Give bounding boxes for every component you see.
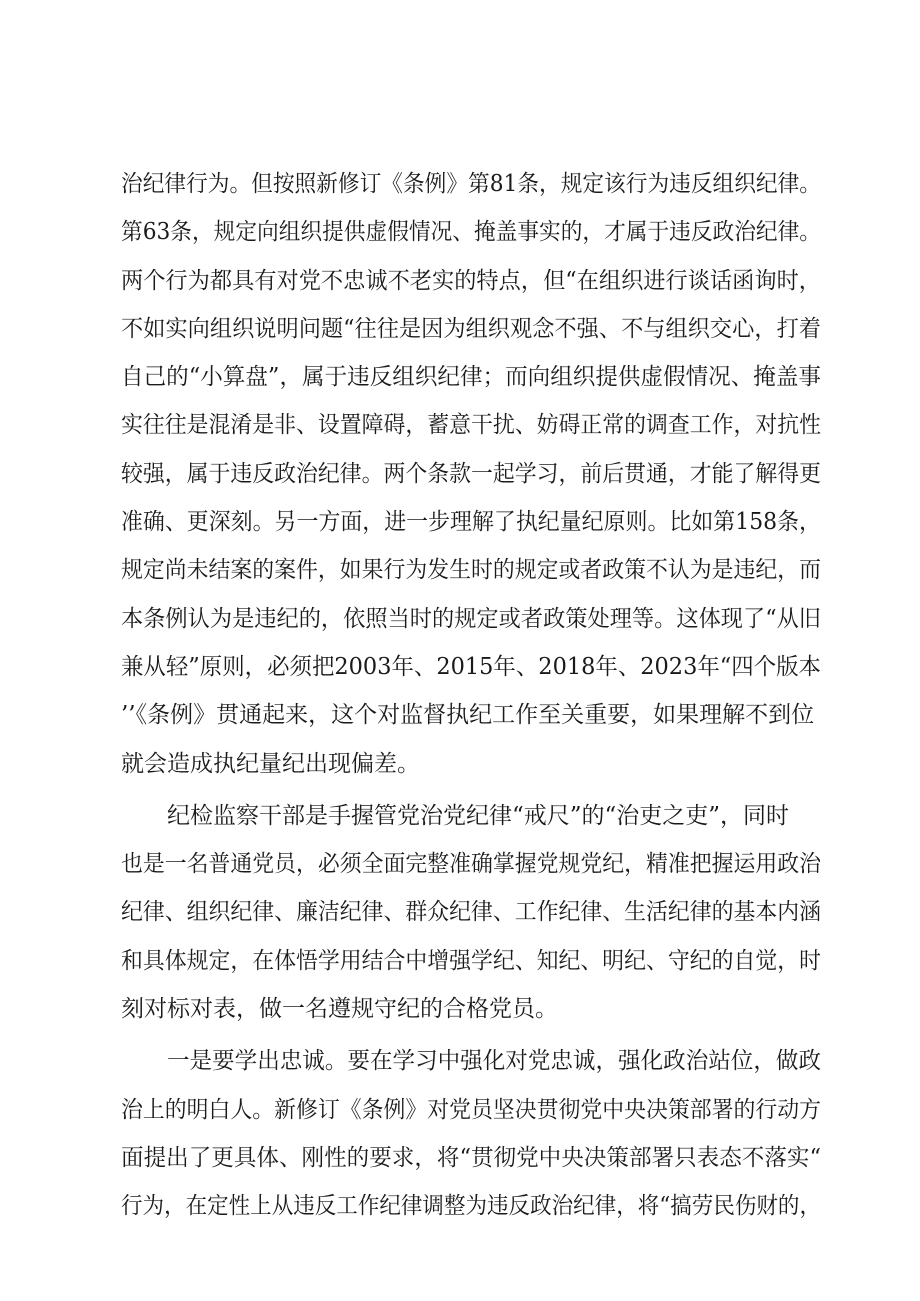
text-line: 较强，属于违反政治纪律。两个条款一起学习，前后贯通，才能了解得更: [121, 460, 821, 487]
text-line: 不如实向组织说明问题“往往是因为组织观念不强、不与组织交心，打着: [121, 315, 821, 342]
paragraph-2: [121, 792, 821, 1033]
text-line: 纪检监察干部是手握管党治党纪律“戒尺”的“治吏之吏”，同时: [167, 802, 790, 829]
text-line: 和具体规定，在体悟学用结合中增强学纪、知纪、明纪、守纪的自觉，时: [121, 947, 821, 974]
text-line: 刻对标对表，做一名遵规守纪的合格党员。: [121, 996, 558, 1023]
text-line: 纪律、组织纪律、廉洁纪律、群众纪律、工作纪律、生活纪律的基本内涵: [121, 899, 821, 926]
text-line: 两个行为都具有对党不忠诚不老实的特点，但“在组织进行谈话函询时，: [121, 267, 821, 294]
text-line: ’’《条例》贯通起来，这个对监督执纪工作至关重要，如果理解不到位: [121, 702, 815, 729]
text-line: 治上的明白人。新修订《条例》对党员坚决贯彻党中央决策部署的行动方: [121, 1096, 821, 1123]
text-line: 第63条，规定向组织提供虚假情况、掩盖事实的，才属于违反政治纪律。: [121, 219, 821, 246]
text-line: 面提出了更具体、刚性的要求，将“贯彻党中央决策部署只表态不落实“: [121, 1144, 821, 1171]
paragraph-3: [121, 1037, 821, 1230]
text-line: 实往往是混淆是非、设置障碍，蓄意干扰、妨碍正常的调查工作，对抗性: [121, 412, 821, 439]
paragraph-1: [121, 160, 821, 788]
text-line: 一是要学出忠诚。要在学习中强化对党忠诚，强化政治站位，做政: [167, 1048, 821, 1075]
text-line: 自己的“小算盘”，属于违反组织纪律；而向组织提供虚假情况、掩盖事: [121, 364, 821, 391]
text-line: 行为，在定性上从违反工作纪律调整为违反政治纪律，将“搞劳民伤财的，: [121, 1193, 821, 1220]
text-line: 本条例认为是违纪的，依照当时的规定或者政策处理等。这体现了“从旧: [121, 605, 821, 632]
document-body: [121, 160, 821, 1231]
text-line: 规定尚未结案的案件，如果行为发生时的规定或者政策不认为是违纪，而: [121, 557, 821, 584]
text-line: 就会造成执纪量纪出现偏差。: [121, 750, 420, 777]
text-line: 准确、更深刻。另一方面，进一步理解了执纪量纪原则。比如第158条，: [121, 509, 821, 536]
text-line: 治纪律行为。但按照新修订《条例》第81条，规定该行为违反组织纪律。: [121, 171, 821, 197]
text-line: 兼从轻”原则，必须把2003年、2015年、2018年、2023年“四个版本: [121, 653, 821, 680]
text-line: 也是一名普通党员，必须全面完整准确掌握党规党纪，精准把握运用政治: [121, 851, 821, 878]
